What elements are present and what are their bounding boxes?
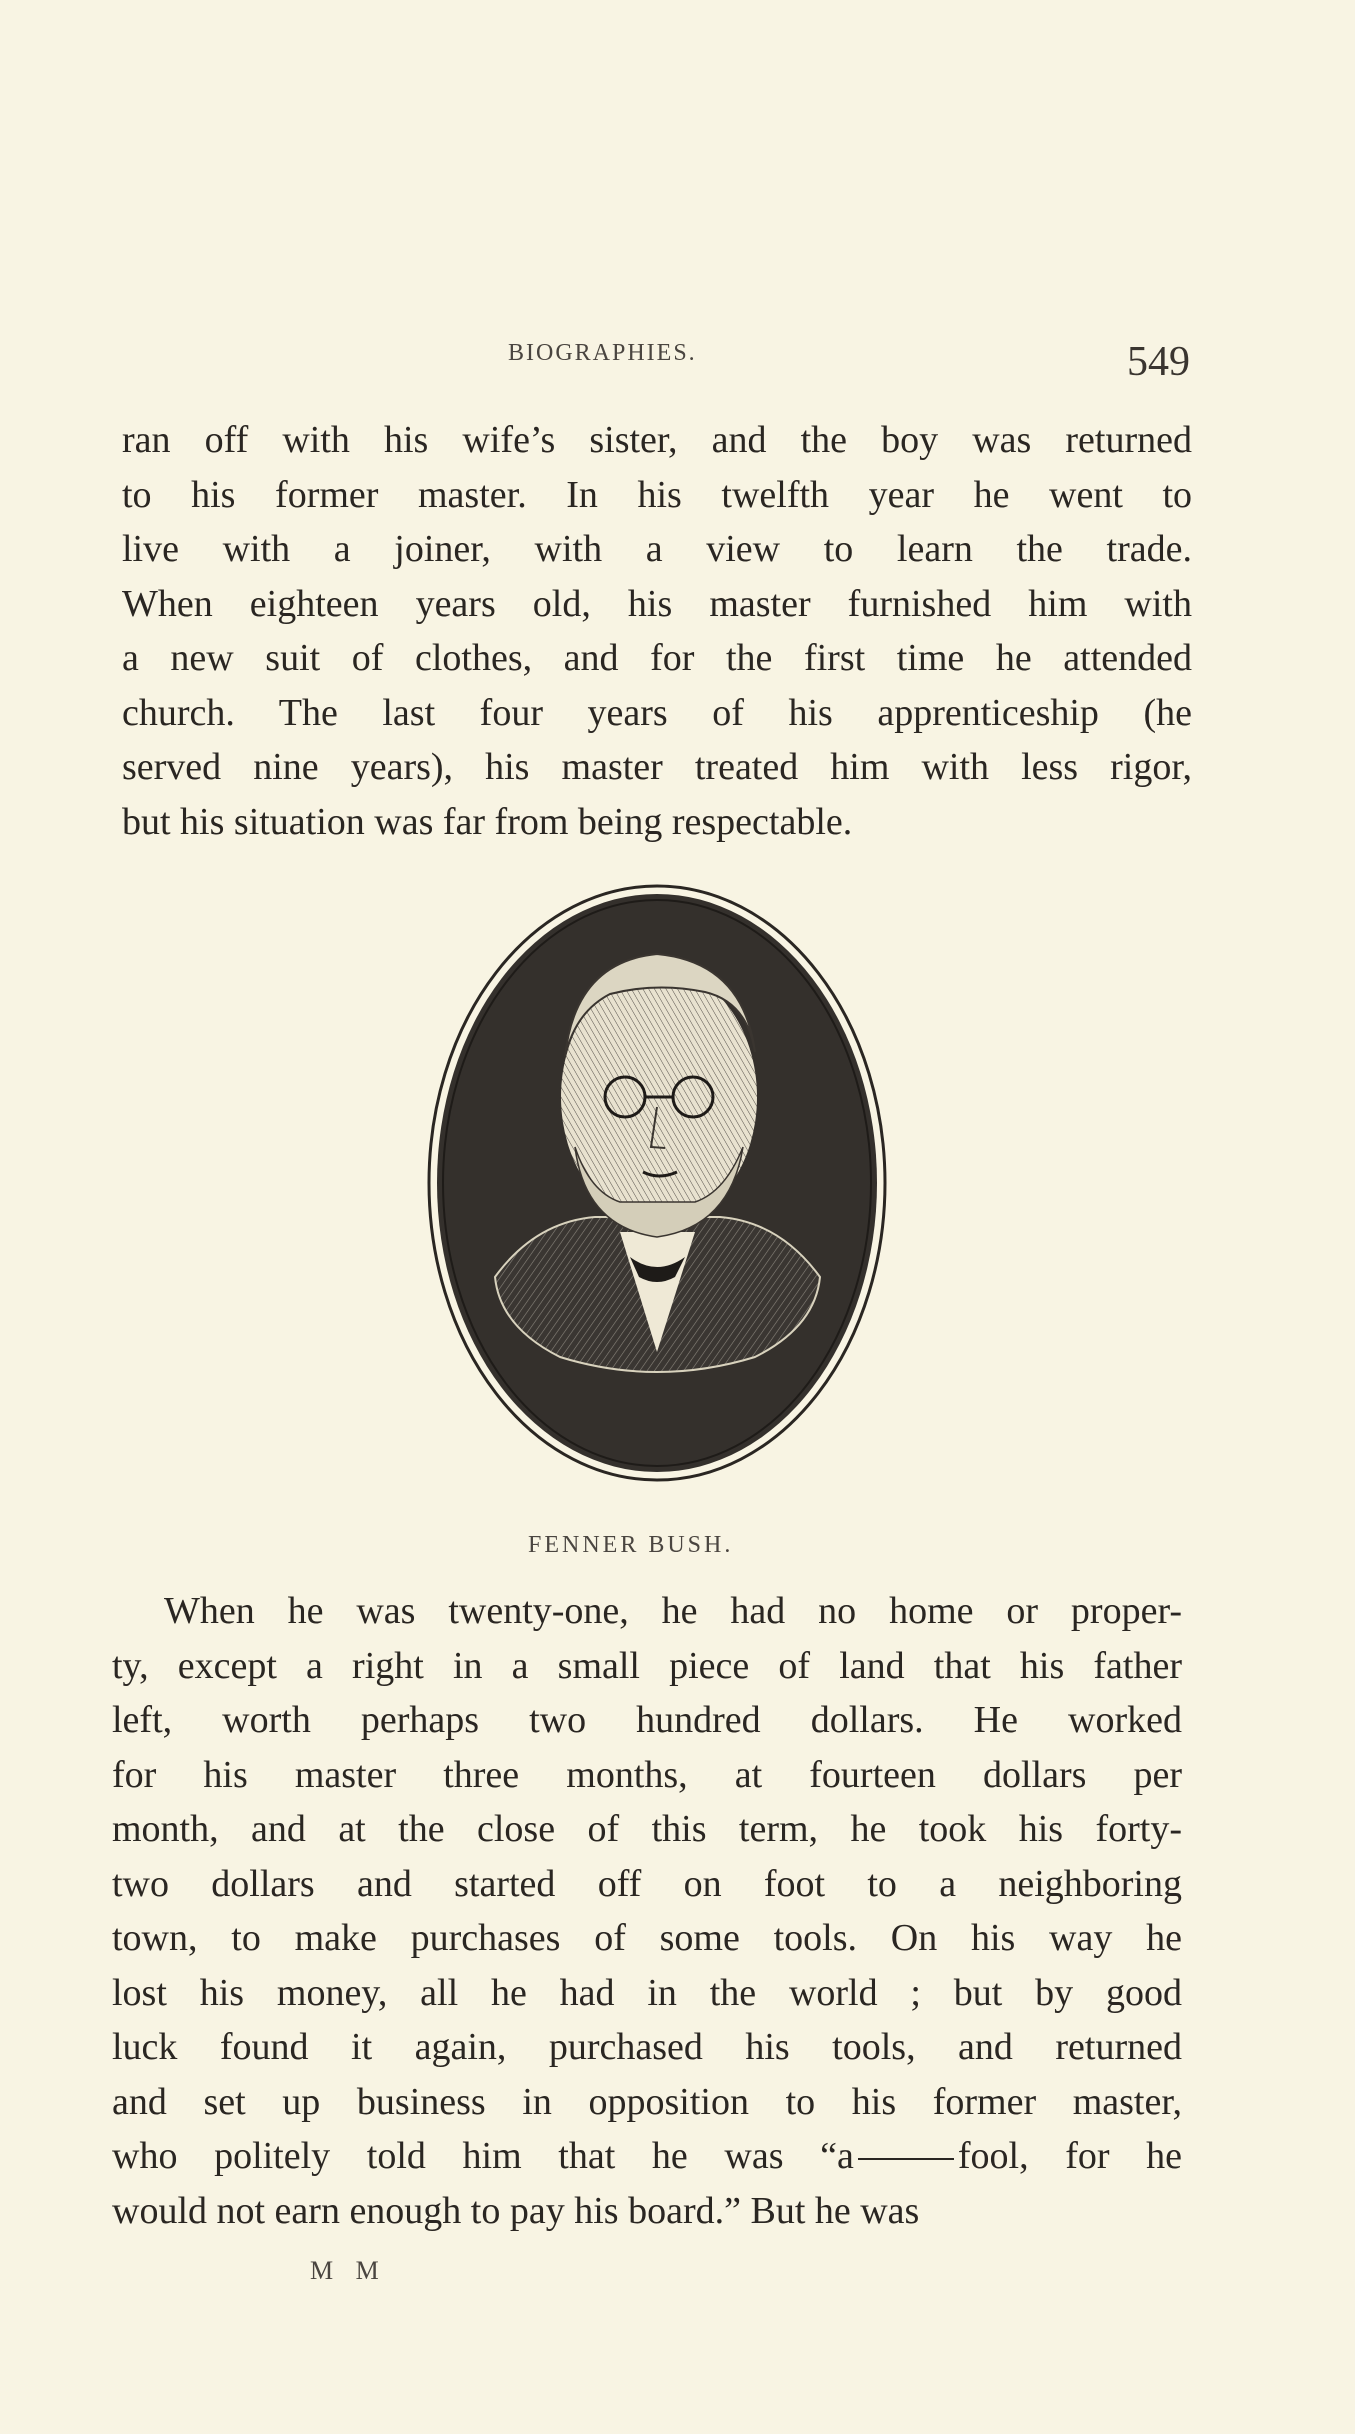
portrait-engraving	[425, 882, 890, 1484]
text-line: ty, except a right in a small piece of land that his father	[112, 1644, 1182, 1687]
paragraph-1	[122, 413, 1192, 849]
text-line: church. The last four years of his apprenticeship (he	[122, 691, 1192, 734]
text-line: a new suit of clothes, and for the first time he attended	[122, 637, 1192, 679]
text-line: ran off with his wife’s sister, and the boy was returned	[122, 419, 1192, 461]
text-line: for his master three months, at fourteen dollars per	[112, 1753, 1182, 1796]
text-line: served nine years), his master treated him with less rigor,	[122, 746, 1192, 788]
page-number: 549	[1127, 339, 1190, 385]
text-line: but his situation was far from being respectable.	[122, 800, 853, 843]
text-segment: fool, for he	[957, 2135, 1183, 2177]
text-line-with-dash	[112, 2129, 1182, 2184]
text-line: When eighteen years old, his master furnished him with	[122, 582, 1192, 625]
text-line: month, and at the close of this term, he took his forty-	[112, 1808, 1182, 1850]
portrait-caption: FENNER BUSH.	[528, 1532, 734, 1558]
paragraph-2	[112, 1584, 1182, 2238]
text-line: live with a joiner, with a view to learn the trade.	[122, 528, 1192, 570]
text-segment: who politely told him that he was “a	[112, 2135, 854, 2177]
text-line: and set up business in opposition to his former master,	[112, 2080, 1182, 2123]
text-line: to his former master. In his twelfth year he went to	[122, 473, 1192, 516]
text-line: left, worth perhaps two hundred dollars. He worked	[112, 1699, 1182, 1741]
text-line: town, to make purchases of some tools. On his way he	[112, 1917, 1182, 1959]
signature-mark: M M	[310, 2256, 387, 2285]
em-dash-rule	[858, 2158, 954, 2160]
text-line: would not earn enough to pay his board.” But he was	[112, 2189, 920, 2232]
text-line: lost his money, all he had in the world ; but by good	[112, 1971, 1182, 2014]
text-line: two dollars and started off on foot to a neighboring	[112, 1862, 1182, 1905]
running-head: BIOGRAPHIES.	[508, 340, 697, 366]
text-line: When he was twenty-one, he had no home or proper-	[164, 1590, 1182, 1632]
text-line: luck found it again, purchased his tools, and returned	[112, 2026, 1182, 2068]
